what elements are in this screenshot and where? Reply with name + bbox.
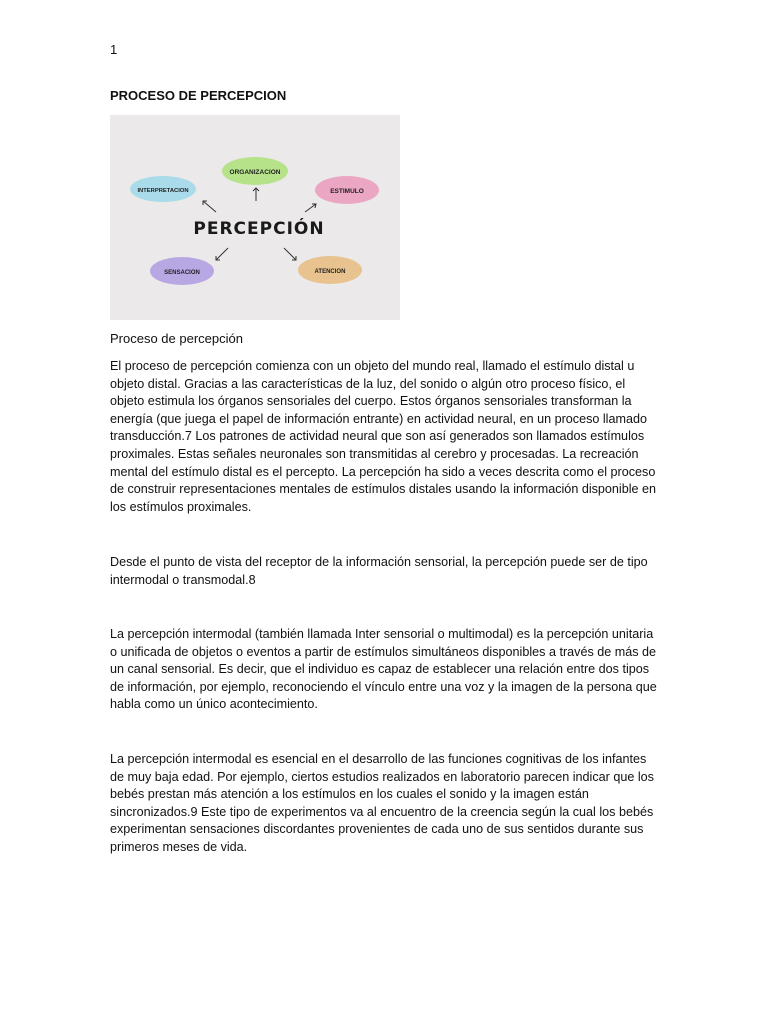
document-title: PROCESO DE PERCEPCION: [110, 88, 287, 103]
perception-diagram-svg: [110, 115, 400, 320]
figure-caption: Proceso de percepción: [110, 331, 243, 346]
center-label-percepcion: PERCEPCIÓN: [193, 219, 325, 239]
node-estimulo-label: ESTIMULO: [330, 188, 364, 195]
paragraph-1: El proceso de percepción comienza con un objeto del mundo real, llamado el estímulo distal u objeto distal. Gracias a las características de la luz, del sonido o algún otro proceso físico, el objeto estimula los órganos sensoriales del cuerpo. Estos órganos sensoriales transforman la energía (que juega el papel de información entrante) en actividad neural, en un proceso llamado transducción.7 Los patrones de actividad neural que son así generados son llamados estímulos proximales. Estas señales neuronales son transmitidas al cerebro y procesadas. La recreación mental del estímulo distal es el percepto. La percepción ha sido a veces descrita como el proceso de construir representaciones mentales de estímulos distales usando la información disponible en los estímulos proximales.: [110, 359, 657, 514]
paragraph-4: La percepción intermodal es esencial en el desarrollo de las funciones cognitivas de los infantes de muy baja edad. Por ejemplo, ciertos estudios realizados en laboratorio parecen indicar que los bebés prestan más atención a los estímulos en los cuales el sonido y la imagen están sincronizados.9 Este tipo de experimentos va al encuentro de la creencia según la cual los bebés experimentan sensaciones discordantes provenientes de cada uno de sus sentidos durante sus primeros meses de vida.: [110, 752, 654, 854]
node-interpretacion-label: INTERPRETACION: [137, 188, 189, 194]
diagram-background: [110, 115, 400, 320]
perception-diagram: [110, 115, 400, 320]
paragraph-3: La percepción intermodal (también llamada Inter sensorial o multimodal) es la percepción unitaria o unificada de objetos o eventos a partir de estímulos simultáneos disponibles a través de más de un canal sensorial. Es decir, que el individuo es capaz de establecer una relación entre dos tipos de información, por ejemplo, reconociendo el vínculo entre una voz y la imagen de la persona que habla como un único acontecimiento.: [110, 627, 657, 712]
page-number: 1: [110, 42, 118, 57]
node-atencion-label: ATENCION: [314, 269, 346, 275]
node-organizacion-label: ORGANIZACION: [229, 169, 281, 176]
paragraph-2: Desde el punto de vista del receptor de la información sensorial, la percepción puede ser de tipo intermodal o transmodal.8: [110, 555, 648, 587]
node-sensacion-label: SENSACION: [164, 270, 200, 276]
